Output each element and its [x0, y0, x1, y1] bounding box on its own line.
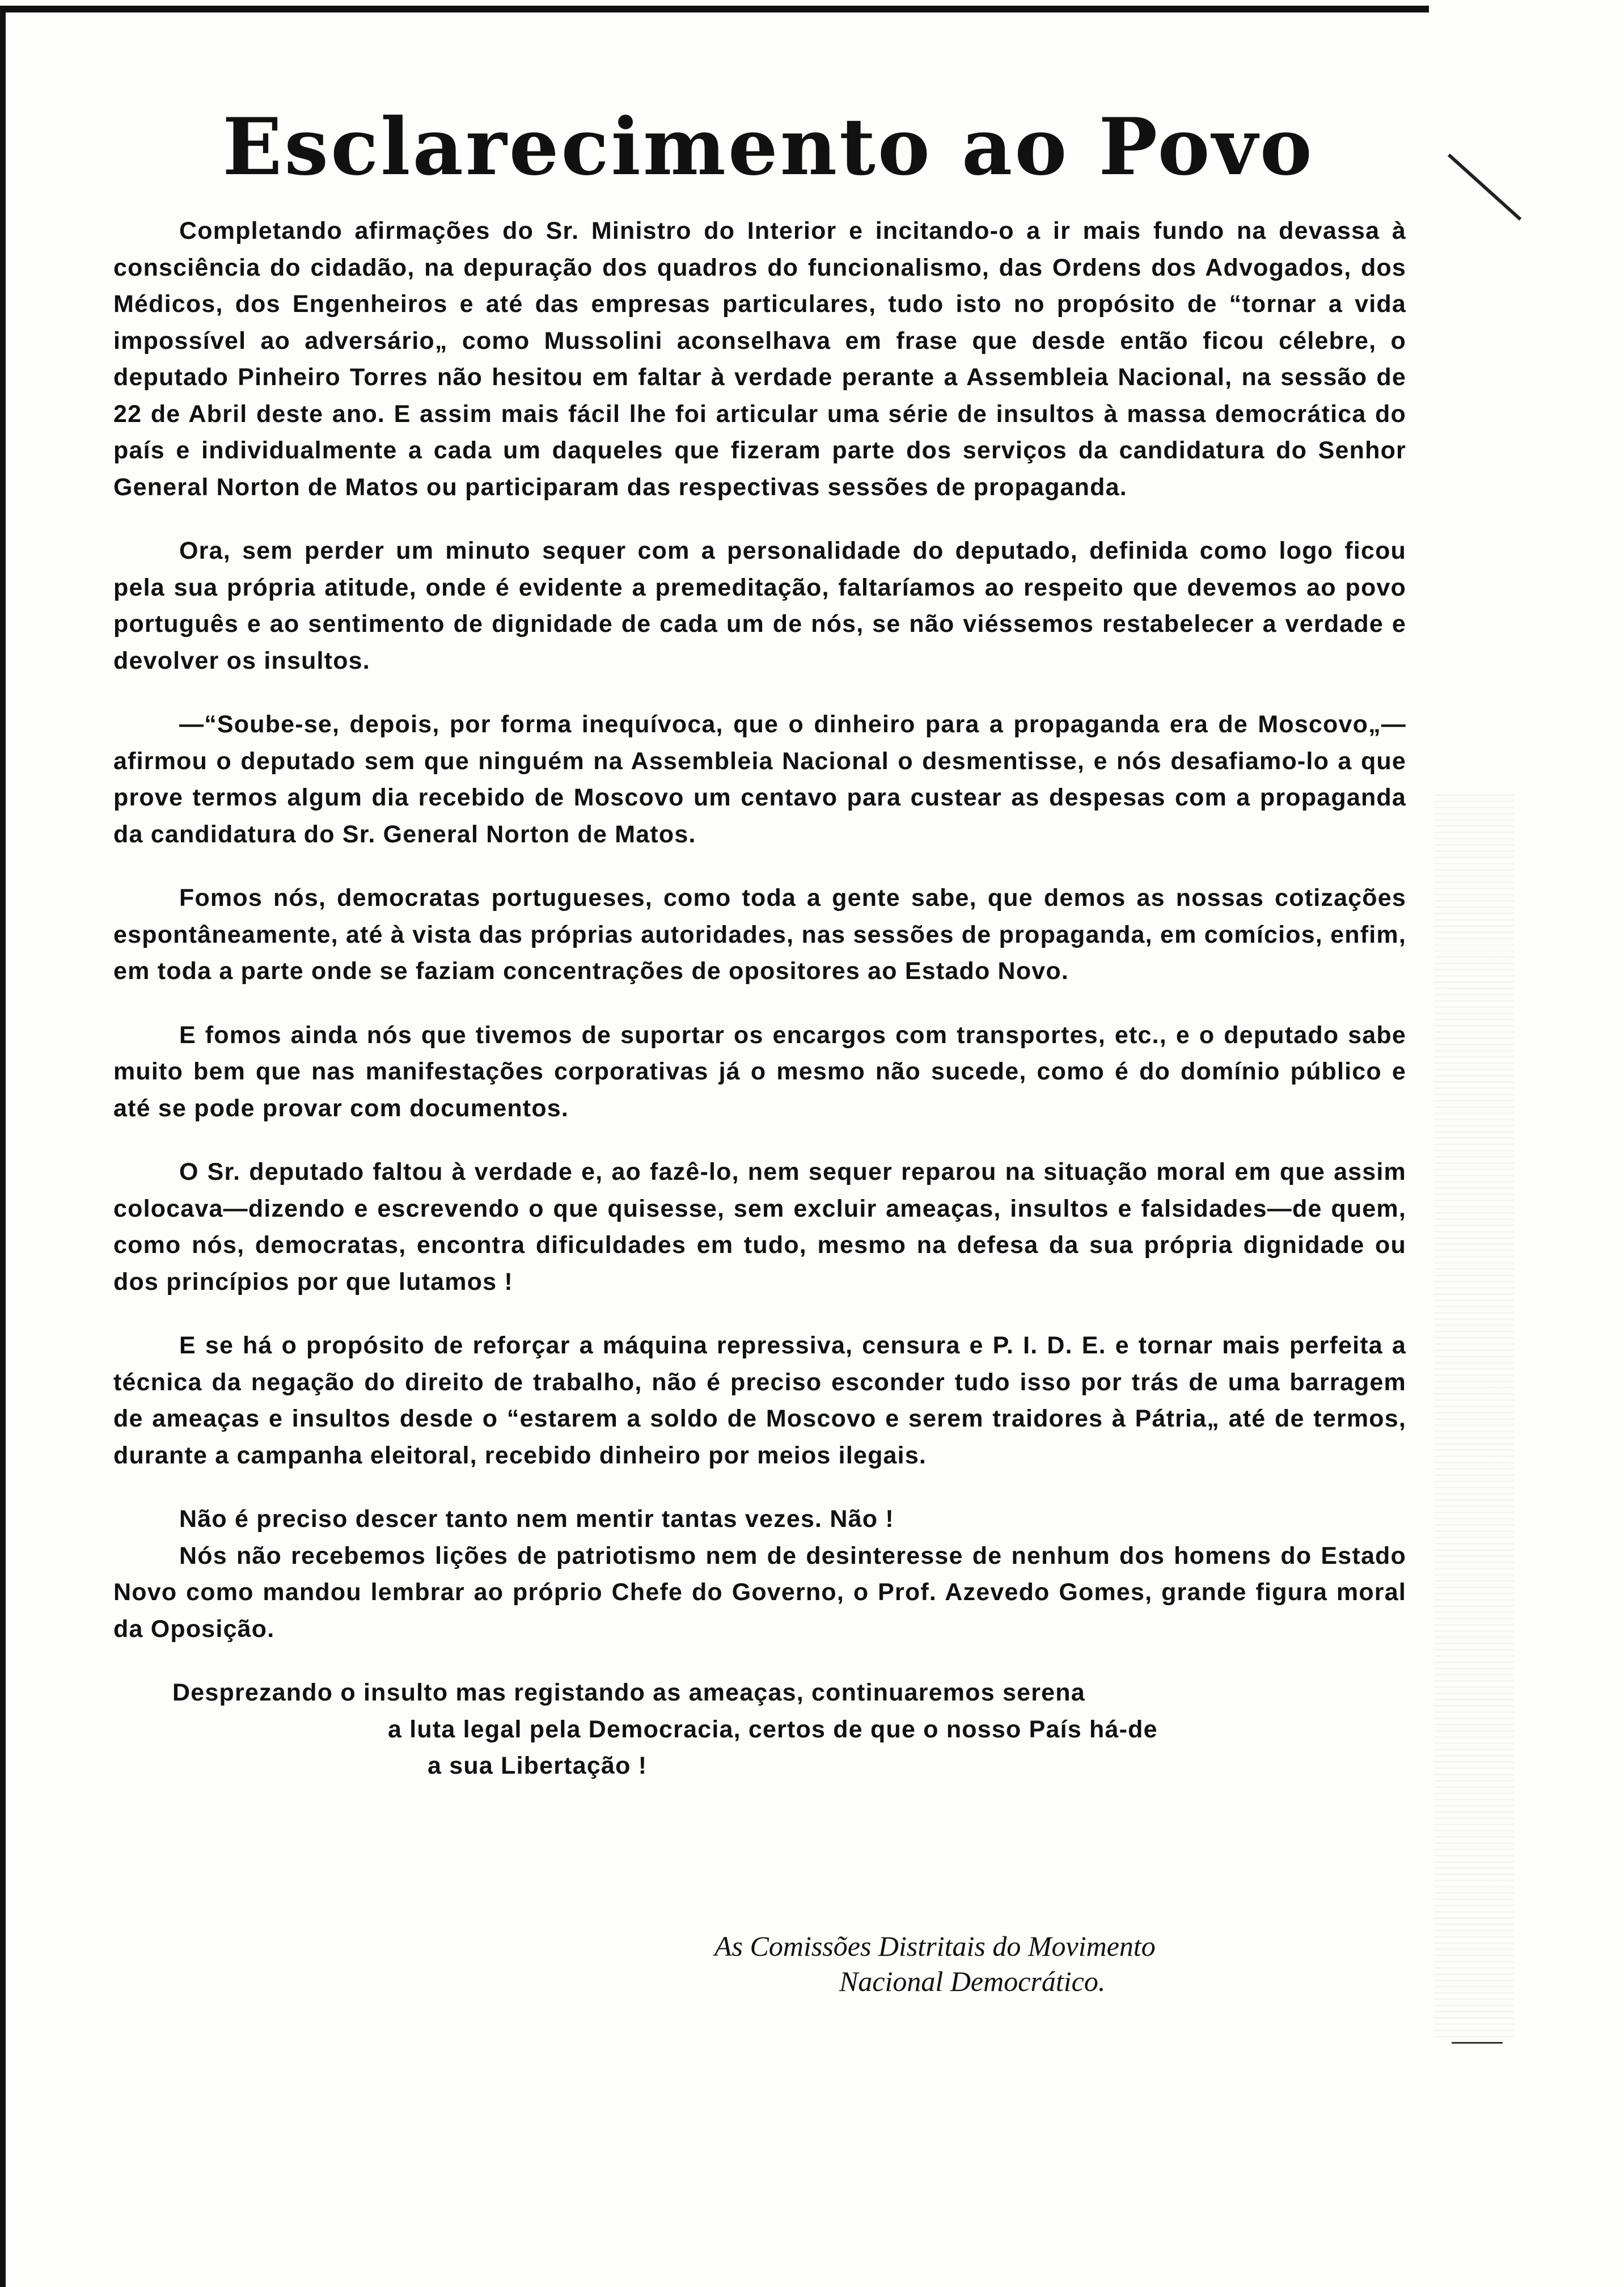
paragraph-1: Completando afirmações do Sr. Ministro do Interior e incitando-o a ir mais fundo na devassa à consciência do cidadão, na depuração dos quadros do funcionalismo, das Ordens dos Advogados, dos Médicos, dos Engenheiros e até das empresas particulares, tudo isto no propósito de “tornar a vida impossível ao adversário„ como Mussolini aconselhava em frase que desde então ficou célebre, o deputado Pinheiro Torres não hesitou em faltar à verdade perante a Assembleia Nacional, na sessão de 22 de Abril deste ano. E assim mais fácil lhe foi articular uma série de insultos à massa democrática do país e individualmente a cada um daqueles que fizeram parte dos serviços da candidatura do Senhor General Norton de Matos ou participaram das respectivas sessões de propaganda.	[113, 217, 1406, 501]
closing-line-2: a luta legal pela Democracia, certos de que o nosso País há-de	[388, 1715, 1158, 1743]
scan-noise	[1435, 794, 1514, 2042]
paragraph-3: —“Soube-se, depois, por forma inequívoca, que o dinheiro para a propaganda era de Moscovo„—afirmou o deputado sem que ninguém na Assembleia Nacional o desmentisse, e nós desafiamo-lo a que prove termos algum dia recebido de Moscovo um centavo para custear as despesas com a propaganda da candidatura do Sr. General Norton de Matos.	[113, 711, 1406, 848]
closing-line-1: Desprezando o insulto mas registando as ameaças, continuaremos serena	[172, 1679, 1085, 1706]
paragraph-8: Não é preciso descer tanto nem mentir tantas vezes. Não !	[179, 1505, 894, 1533]
paragraph-6: O Sr. deputado faltou à verdade e, ao fazê-lo, nem sequer reparou na situação moral em que assim colocava—dizendo e escrevendo o que quisesse, sem excluir ameaças, insultos e falsidades—de quem, como nós, democratas, encontra dificuldades em tudo, mesmo na defesa da sua própria dignidade ou dos princípios por que lutamos !	[113, 1158, 1406, 1296]
scan-artifact-rule	[1452, 2042, 1503, 2044]
paragraph-4: Fomos nós, democratas portugueses, como toda a gente sabe, que demos as nossas cotizações espontâneamente, até à vista das próprias autoridades, nas sessões de propaganda, em comícios, enfim, em toda a parte onde se faziam concentrações de opositores ao Estado Novo.	[113, 884, 1406, 985]
signature-line-2: Nacional Democrático.	[839, 1965, 1106, 1997]
closing-line-3: a sua Libertação !	[428, 1752, 648, 1779]
paragraph-2: Ora, sem perder um minuto sequer com a personalidade do deputado, definida como logo ficou pela sua própria atitude, onde é evidente a premeditação, faltaríamos ao respeito que devemos ao povo português e ao sentimento de dignidade de cada um de nós, se não viéssemos restabelecer a verdade e devolver os insultos.	[113, 537, 1406, 674]
scan-border-left	[0, 6, 6, 2287]
closing-paragraph	[113, 1674, 1406, 1784]
scan-border-top	[0, 6, 1429, 12]
signature-line-1: As Comissões Distritais do Movimento	[714, 1930, 1156, 1962]
paragraph-7: E se há o propósito de reforçar a máquina repressiva, censura e P. I. D. E. e tornar mais perfeita a técnica da negação do direito de trabalho, não é preciso esconder tudo isso por trás de uma barragem de ameaças e insultos desde o “estarem a soldo de Moscovo e serem traidores à Pátria„ até de termos, durante a campanha eleitoral, recebido dinheiro por meios ilegais.	[113, 1332, 1406, 1469]
signature-block	[714, 1929, 1395, 1999]
scan-artifact-line	[1448, 154, 1521, 221]
paragraph-9: Nós não recebemos lições de patriotismo nem de desinteresse de nenhum dos homens do Estado Novo como mandou lembrar ao próprio Chefe do Governo, o Prof. Azevedo Gomes, grande figura moral da Oposição.	[113, 1542, 1406, 1643]
paragraph-5: E fomos ainda nós que tivemos de suportar os encargos com transportes, etc., e o deputado sabe muito bem que nas manifestações corporativas já o mesmo não sucede, como é do domínio público e até se pode provar com documentos.	[113, 1021, 1406, 1122]
document-title: Esclarecimento ao Povo	[222, 100, 1314, 193]
document-body	[113, 213, 1406, 1784]
